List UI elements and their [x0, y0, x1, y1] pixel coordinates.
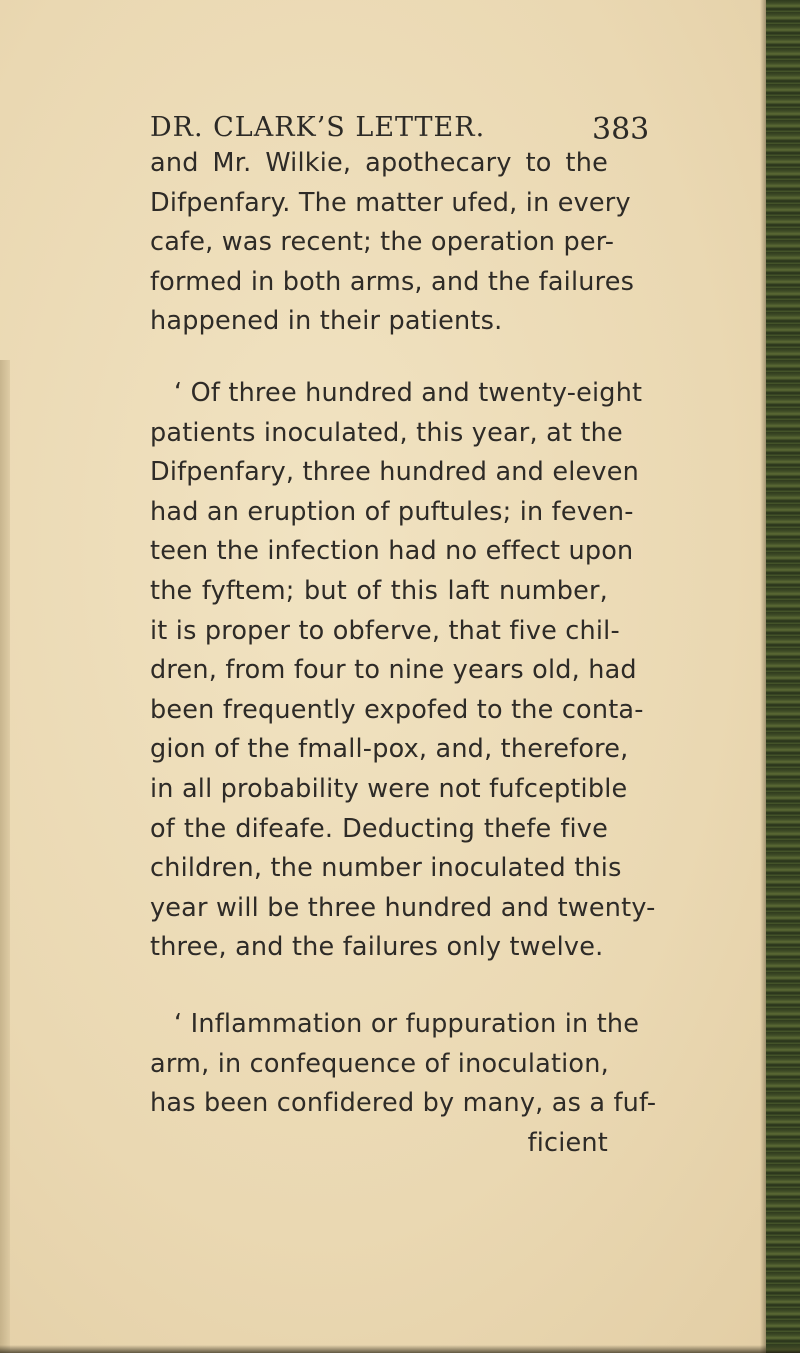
text-line: patients inoculated, this year, at the: [150, 417, 623, 448]
paragraph-3: [150, 1005, 657, 1163]
text-line: in all probability were not fufceptible: [150, 773, 628, 804]
text-line: cafe, was recent; the operation per-: [150, 227, 615, 258]
page-bottom-shadow: [0, 1345, 800, 1353]
running-title: DR. CLARK’S LETTER.: [150, 112, 486, 143]
text-line: Difpenfary. The matter ufed, in every: [150, 187, 631, 218]
text-line: has been confidered by many, as a fuf-: [150, 1088, 657, 1119]
text-line: ‘ Of three hundred and twenty-eight: [174, 378, 643, 408]
text-line: teen the infection had no effect upon: [150, 536, 634, 567]
catchword: ficient: [527, 1127, 608, 1158]
page-number: 383: [592, 112, 650, 147]
text-line: ‘ Inflammation or fuppuration in the: [174, 1009, 640, 1039]
text-line: three, and the failures only twelve.: [150, 932, 604, 963]
text-line: children, the number inoculated this: [150, 853, 622, 884]
paragraph-1: [150, 144, 635, 342]
text-line: of the difeafe. Deducting thefe five: [150, 813, 608, 844]
text-line: year will be three hundred and twenty-: [150, 892, 656, 923]
text-line: it is proper to obferve, that five chil-: [150, 615, 620, 646]
paragraph-2: [150, 374, 656, 968]
text-line: Difpenfary, three hundred and eleven: [150, 457, 639, 488]
text-line: the fyftem; but of this laft number,: [150, 575, 608, 606]
text-line: dren, from four to nine years old, had: [150, 655, 637, 686]
text-line: gion of the fmall-pox, and, therefore,: [150, 734, 629, 765]
text-line: been frequently expofed to the conta-: [150, 694, 644, 725]
text-line: and Mr. Wilkie, apothecary to the: [150, 148, 608, 178]
page-edge-shadow: [0, 360, 10, 1353]
text-line: arm, in confequence of inoculation,: [150, 1048, 609, 1079]
text-line: formed in both arms, and the failures: [150, 266, 635, 297]
text-line: had an eruption of puftules; in feven-: [150, 496, 634, 527]
text-line: happened in their patients.: [150, 306, 503, 337]
book-binding: [766, 0, 800, 1353]
